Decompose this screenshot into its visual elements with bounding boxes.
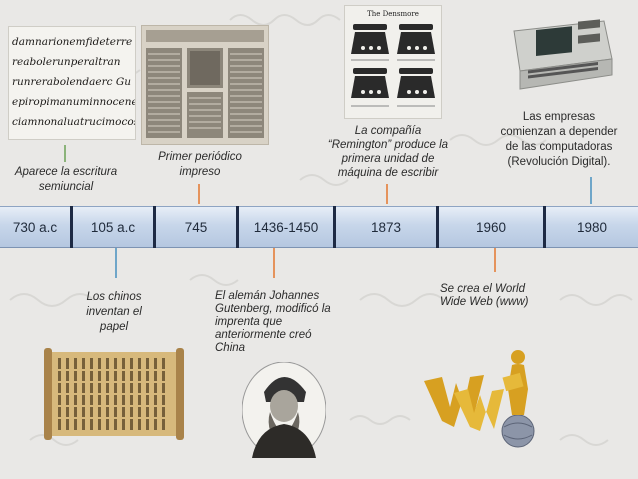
- gutenberg-tick: [273, 248, 275, 278]
- newspaper-image: [141, 25, 269, 145]
- periodico-label: [140, 151, 260, 179]
- semiuncial-label: [4, 166, 128, 194]
- digital-label-line: Las empresas: [522, 111, 596, 123]
- periodico-label-line: Primer periódico: [158, 151, 242, 163]
- semiuncial-label-line: Aparece la escritura: [14, 166, 118, 178]
- year-1436-1450: 1436-1450: [253, 219, 319, 235]
- www-label: [440, 283, 560, 309]
- digital-label: [484, 110, 634, 170]
- paper-label-line: papel: [99, 321, 129, 333]
- remington-tick: [386, 184, 388, 204]
- gutenberg-portrait-image: [242, 362, 326, 458]
- paper-label-line: Los chinos: [86, 291, 142, 303]
- manuscript-line: reabolerunperaltran: [12, 56, 121, 68]
- periodico-tick: [198, 184, 200, 204]
- digital-label-line: de las computadoras: [505, 141, 613, 153]
- timeline-bar: [0, 206, 638, 248]
- remington-label-line: La compañía: [354, 125, 422, 137]
- remington-label-line: máquina de escribir: [337, 167, 439, 179]
- advert-heading: The Densmore: [367, 10, 419, 18]
- gutenberg-label-line: El alemán Johannes: [215, 290, 320, 302]
- computer-image: [508, 15, 616, 97]
- paper-scroll-image: [42, 346, 186, 442]
- gutenberg-label-line: imprenta que: [215, 316, 283, 328]
- year-1980: 1980: [576, 219, 608, 235]
- year-730ac: 730 a.c: [12, 219, 58, 235]
- digital-tick: [590, 177, 592, 204]
- manuscript-line: epiropimanuminnocene: [12, 96, 135, 108]
- gutenberg-label-line: China: [215, 342, 246, 354]
- www-graphic-image: [420, 323, 544, 451]
- semiuncial-manuscript-image: [8, 26, 136, 140]
- year-1873: 1873: [370, 219, 402, 235]
- digital-label-line: (Revolución Digital).: [507, 156, 611, 168]
- gutenberg-label: [215, 290, 355, 355]
- remington-label-line: primera unidad de: [341, 153, 435, 165]
- gutenberg-label-line: anteriormente creó: [215, 329, 312, 341]
- year-1960: 1960: [475, 219, 507, 235]
- www-label-line: Wide Web (www): [440, 296, 529, 308]
- manuscript-line: damnarionemfideterre: [12, 36, 133, 48]
- year-105ac: 105 a.c: [90, 219, 136, 235]
- year-745: 745: [184, 219, 208, 235]
- periodico-label-line: impreso: [179, 166, 221, 178]
- www-tick: [494, 248, 496, 272]
- typewriter-advert-image: [344, 5, 442, 119]
- www-label-line: Se crea el World: [440, 283, 526, 295]
- manuscript-line: runrerabolendaerc Gu: [12, 76, 132, 88]
- manuscript-line: ciamnonaluatrucimocos: [12, 116, 135, 128]
- paper-label: [62, 290, 166, 335]
- paper-label-line: inventan el: [86, 306, 142, 318]
- paper-tick: [115, 248, 117, 278]
- remington-label: [318, 124, 458, 180]
- semiuncial-tick: [64, 145, 66, 162]
- remington-label-line: “Remington” produce la: [327, 139, 449, 151]
- semiuncial-label-line: semiuncial: [38, 181, 94, 193]
- gutenberg-label-line: Gutenberg, modificó la: [215, 303, 331, 315]
- digital-label-line: comienzan a depender: [500, 126, 618, 138]
